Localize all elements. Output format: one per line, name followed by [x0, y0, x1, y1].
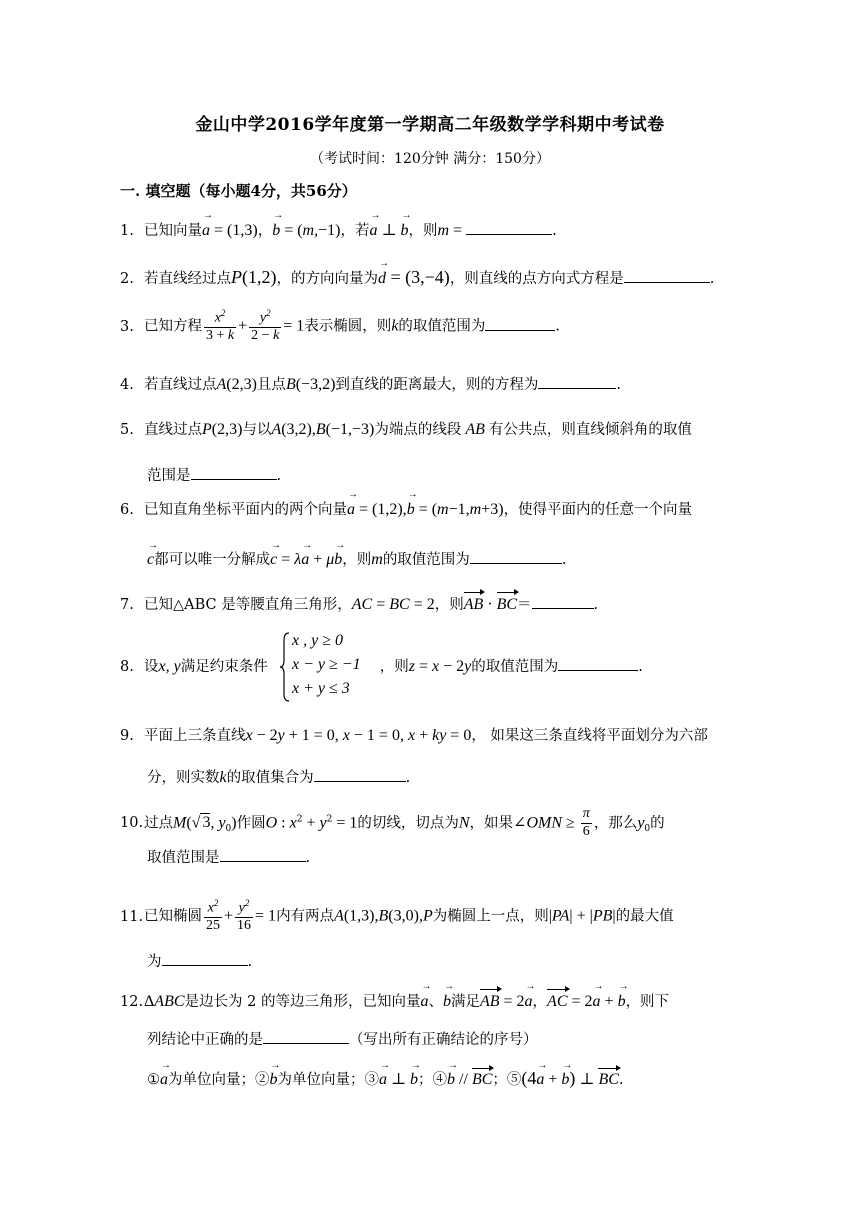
answer-blank[interactable] [263, 1029, 349, 1044]
answer-blank[interactable] [314, 767, 406, 782]
exam-title: 金山中学2016学年度第一学期高二年级数学学科期中考试卷 [195, 115, 665, 135]
question-6-cont: → c都可以唯一分解成→ c = λ→ a + μ→ b，则m的取值范围为 . [147, 548, 566, 569]
question-7: 7. 已知△ABC 是等腰直角三角形，AC = BC = 2，则AB · BC＝ . [120, 596, 599, 613]
question-10-cont: 取值范围是 . [147, 846, 310, 867]
answer-blank[interactable] [191, 465, 277, 480]
answer-blank[interactable] [624, 268, 710, 283]
answer-blank[interactable] [558, 656, 638, 671]
question-11: 11.已知椭圆 $\frac{x^2}{25}$ + $\frac{y^2}{16}$ = 1内有两点A(1,3),B(3,0),P为椭圆上一点，则|PA| + |PB|的最大值 [120, 898, 674, 934]
exam-subtitle: （考试时间：120分钟 满分：150分） [310, 151, 550, 167]
question-11-cont: 为 . [147, 950, 252, 971]
question-2: 2. 若直线经过点P(1,2)，的方向向量为→ d = (3,−4)，则直线的点方向式方程是 . [120, 266, 745, 289]
question-12: 12.ΔABC是边长为 2 的等边三角形，已知向量→ a、→ b满足AB = 2→ a，AC = 2→ a + → b，则下 [120, 992, 745, 1012]
question-6: 6. 已知直角坐标平面内的两个向量→ a = (1,2),→ b = (m−1,m+3)，使得平面内的任意一个向量 [120, 500, 745, 520]
question-12-options: ①→ a为单位向量；②→ b为单位向量；③→ a ⊥ → b；④→ b // BC；⑤(4→ a + → b) ⊥ BC. [147, 1068, 624, 1089]
answer-blank[interactable] [162, 951, 248, 966]
question-5: 5. 直线过点P(2,3)与以A(3,2),B(−1,−3)为端点的线段 AB 有公共点，则直线倾斜角的取值 [120, 421, 692, 438]
answer-blank[interactable] [470, 549, 562, 564]
question-8: 8. 设x, y满足约束条件 ，则z = x − 2y的取值范围为 . [120, 658, 643, 675]
question-10: 10.过点M(√ 3, $y_0$)作圆O : $x^2 + y^2 = 1$的切线，切点为N，如果∠OMN ≥ $\frac{\pi}{6}$ ，那么$y_0$的 [120, 806, 665, 839]
question-1: 1. 已知向量→ a = (1,3)，→ b = (m,−1)，若→ a ⊥ → b，则m = . [120, 220, 745, 241]
question-9: 9. 平面上三条直线x − 2y + 1 = 0, x − 1 = 0, x + ky = 0， 如果这三条直线将平面划分为六部 [120, 727, 708, 744]
question-4: 4. 若直线过点A(2,3)且点B(−3,2)到直线的距离最大，则的方程为 . [120, 376, 622, 393]
answer-blank[interactable] [220, 847, 306, 862]
question-5-cont: 范围是 . [147, 464, 281, 485]
answer-blank[interactable] [485, 316, 555, 331]
question-9-cont: 分，则实数k的取值集合为 . [147, 769, 411, 786]
answer-blank[interactable] [466, 220, 552, 235]
exam-page: 金山中学2016学年度第一学期高二年级数学学科期中考试卷 （考试时间：120分钟 满分：150分） 一. 填空题（每小题4分，共56分） 1. 已知向量→ a = (1,3)，→ b = (m,−1)，若→ a ⊥ → b，则m = . 2. 若直线经过点P(1,2)，的方向向量为→ d = (3,−4)，则直线的点方向式方程是 . 3. 已知方程 $\frac{x^2}{3 + k}$ + $\frac{y^2}{2 - k}$ = 1表示椭圆，则k的取值范围为 . 4. 若直线过点A(2,3)且点B(−3,2)到直线的距离最大，则的方程为 . 5. 直线过点P(2,3)与以A(3,2),B(−1,−3)为端点的线段 AB 有公共点，则直线倾斜角的取值 范围是 . 6. 已知直角坐标平面内的两个向量→ a = (1,2),→ b = (m−1,m+3)，使得平面内的任意一个向量 → c都可以唯一分解成→ c = λ→ a + μ→ b，则m的取值范围为 . 7. 已知△ABC 是等腰直角三角形，AC = BC = 2，则AB · BC＝ . 8. 设x, y满足约束条件 ，则z = x − 2y的取值范围为 . x , y ≥ 0 x − y ≥ −1 x + y ≤ 3 9. 平面上三条直线x − 2y + 1 = 0, x − 1 = 0, x + ky = 0， 如果这三条直线将平面划分为六部 分，则实数k的取值集合为 . 10.过点M(√ 3, $y_0$)作圆O : $x^2 + y^2 = 1$的切线，切点为N，如果∠OMN ≥ $\frac{\pi}{6}$ ，那么$y_0$的 取值范围是 . 11.已知椭圆 $\frac{x^2}{25}$ + $\frac{y^2}{16}$ = 1内有两点A(1,3),B(3,0),P为椭圆上一点，则|PA| + |PB|的最大值 为 . 12.ΔABC是边长为 2 的等边三角形，已知向量→ a、→ b满足AB = 2→ a，AC = 2→ a + → b，则下 列结论中正确的是 （写出所有正确结论的序号） ①→ a为单位向量；②→ b为单位向量；③→ a ⊥ → b；④→ b // BC；⑤(4→ a + → b) ⊥ BC. [0, 0, 860, 1216]
answer-blank[interactable] [538, 374, 616, 389]
question-3: 3. 已知方程 $\frac{x^2}{3 + k}$ + $\frac{y^2}{2 - k}$ = 1表示椭圆，则k的取值范围为 . [120, 308, 561, 344]
question-12-cont: 列结论中正确的是 （写出所有正确结论的序号） [147, 1028, 538, 1049]
brace-icon [280, 632, 290, 702]
answer-blank[interactable] [532, 594, 594, 609]
section-title: 一. 填空题（每小题4分，共56分） [120, 182, 357, 200]
